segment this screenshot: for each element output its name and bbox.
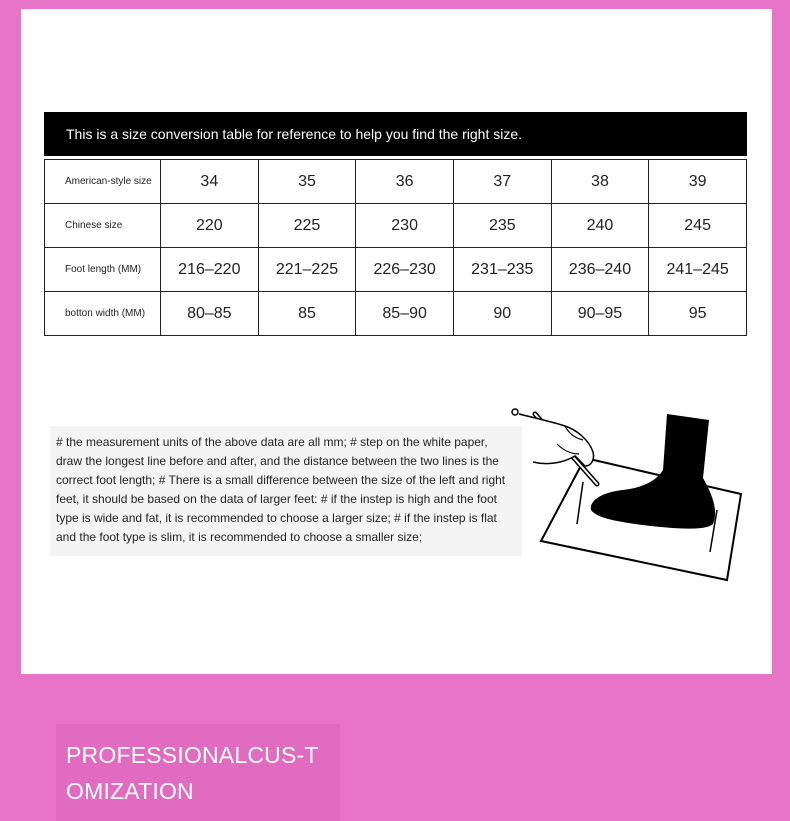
table-row (45, 160, 747, 204)
table-cell: 236–240 (551, 248, 649, 292)
table-cell: 221–225 (258, 248, 356, 292)
size-banner: This is a size conversion table for reference to help you find the right size. (44, 112, 747, 156)
row-label: Foot length (MM) (45, 248, 161, 292)
table-cell: 230 (356, 204, 454, 248)
table-cell: 39 (649, 160, 747, 204)
table-cell: 220 (161, 204, 259, 248)
table-cell: 245 (649, 204, 747, 248)
table-cell: 85–90 (356, 292, 454, 336)
table-cell: 85 (258, 292, 356, 336)
table-row (45, 292, 747, 336)
table-cell: 241–245 (649, 248, 747, 292)
table-cell: 231–235 (453, 248, 551, 292)
row-label: Chinese size (45, 204, 161, 248)
table-cell: 90 (453, 292, 551, 336)
footer-title: PROFESSIONALCUS-TOMIZATION (66, 742, 319, 804)
table-row (45, 204, 747, 248)
foot-measuring-illustration-icon (505, 400, 750, 590)
table-row (45, 248, 747, 292)
table-cell: 80–85 (161, 292, 259, 336)
table-cell: 37 (453, 160, 551, 204)
table-cell: 35 (258, 160, 356, 204)
row-label: botton width (MM) (45, 292, 161, 336)
table-cell: 90–95 (551, 292, 649, 336)
row-label: American-style size (45, 160, 161, 204)
table-cell: 226–230 (356, 248, 454, 292)
table-cell: 95 (649, 292, 747, 336)
table-cell: 36 (356, 160, 454, 204)
table-cell: 216–220 (161, 248, 259, 292)
measurement-note: # the measurement units of the above data are all mm; # step on the white paper, draw the longest line before and after, and the distance between the two lines is the correct foot length; # There is a small difference between the size of the left and right feet, it should be based on the data of larger feet: # if the instep is high and the foot type is wide and fat, it is recommended to choose a larger size; # if the instep is flat and the foot type is slim, it is recommended to choose a smaller size; (50, 426, 522, 556)
table-cell: 240 (551, 204, 649, 248)
table-cell: 225 (258, 204, 356, 248)
table-cell: 34 (161, 160, 259, 204)
size-conversion-table (44, 159, 747, 336)
table-cell: 235 (453, 204, 551, 248)
table-cell: 38 (551, 160, 649, 204)
